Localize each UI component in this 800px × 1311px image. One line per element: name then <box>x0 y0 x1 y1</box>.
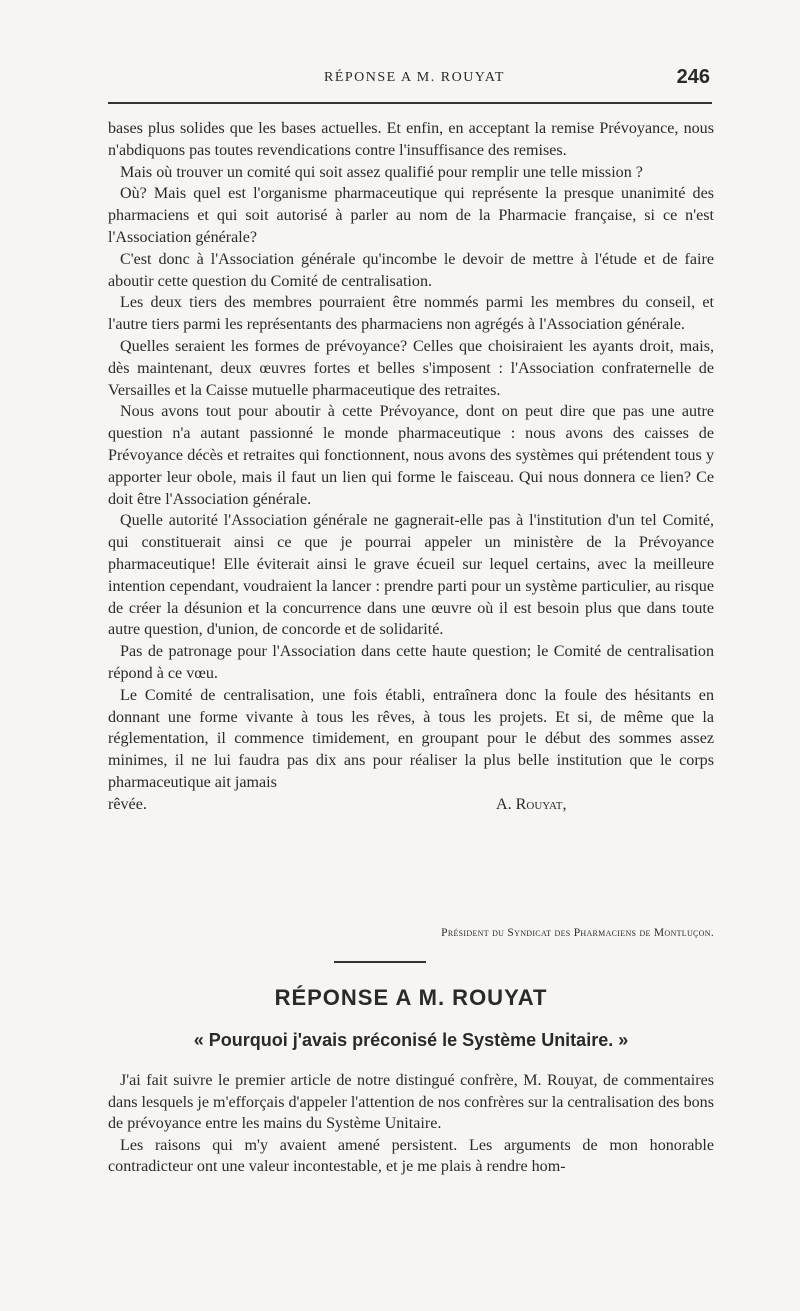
signature-name: A. Rouyat, <box>496 795 567 813</box>
page-number: 246 <box>676 66 710 88</box>
paragraph: Les raisons qui m'y avaient amené persistent. Les arguments de mon honorable contradicteur ont une valeur incontestable, et je me plais à rendre hom- <box>108 1136 714 1176</box>
signature-line <box>108 794 714 816</box>
article-subtitle: « Pourquoi j'avais préconisé le Système Unitaire. » <box>193 1030 629 1050</box>
article-body <box>108 1070 714 1178</box>
signature-title: Président du Syndicat des Pharmaciens de Montluçon. <box>441 927 714 939</box>
paragraph: bases plus solides que les bases actuelles. Et enfin, en acceptant la remise Prévoyance, nous n'abdiquons pas toutes revendications contre l'insuffisance des remises. <box>108 120 714 159</box>
article-continuation <box>108 118 714 816</box>
paragraph: Quelles seraient les formes de prévoyance? Celles que choisiraient les ayants droit, mais, dès maintenant, deux œuvres fortes et belles s'imposent : l'Association confraternelle de Versailles et la Caisse mutuelle pharmaceutique des retraites. <box>108 337 714 399</box>
header-rule <box>108 102 712 104</box>
paragraph: Quelle autorité l'Association générale ne gagnerait-elle pas à l'institution d'un tel Comité, qui constituerait ainsi ce que je pourrai appeler un ministère de la Prévoyance pharmaceutique! Elle éviterait ainsi le grave écueil sur lequel certains, avec la meilleure intention cependant, voudraient la lancer : prendre parti pour un système particulier, au risque de créer la désunion et la concurrence dans une œuvre où il est besoin plus que dans toute autre question, d'union, de concorde et de solidarité. <box>108 512 714 639</box>
section-divider <box>334 961 426 963</box>
closing-word: rêvée. <box>108 795 147 813</box>
article-title: RÉPONSE A M. ROUYAT <box>274 985 548 1010</box>
paragraph: Mais où trouver un comité qui soit assez qualifié pour remplir une telle mission ? <box>120 163 643 181</box>
paragraph: C'est donc à l'Association générale qu'incombe le devoir de mettre à l'étude et de faire aboutir cette question du Comité de centralisation. <box>108 250 714 290</box>
paragraph: Nous avons tout pour aboutir à cette Prévoyance, dont on peut dire que pas une autre question n'a autant passionné le monde pharmaceutique : nous avons des caisses de Prévoyance décès et retraites qui fonctionnent, nous avons des systèmes qui prétendent tous y apporter leur obole, mais il faut un lien qui forme le faisceau. Qui nous donnera ce lien? Ce doit être l'Association générale. <box>108 403 714 508</box>
paragraph: Pas de patronage pour l'Association dans cette haute question; le Comité de centralisation répond à ce vœu. <box>108 643 714 682</box>
running-head <box>108 66 714 90</box>
paragraph: J'ai fait suivre le premier article de notre distingué confrère, M. Rouyat, de commentaires dans lesquels je m'efforçais d'appeler l'attention de nos confrères sur la centralisation des bons de prévoyance entre les mains du Système Unitaire. <box>108 1072 714 1133</box>
paragraph: Les deux tiers des membres pourraient être nommés parmi les membres du conseil, et l'autre tiers parmi les représentants des pharmaciens non agrégés à l'Association générale. <box>108 294 714 334</box>
paragraph: Où? Mais quel est l'organisme pharmaceutique qui représente la presque unanimité des pharmaciens et qui soit autorisé à parler au nom de la Pharmacie française, si ce n'est l'Association générale? <box>108 185 714 246</box>
paragraph: Le Comité de centralisation, une fois établi, entraînera donc la foule des hésitants en donnant une forme vivante à tous les rêves, à tous les projets. Et si, de même que la réglementation, il commence timidement, en groupant pour le début des sommes assez minimes, il ne lui faudra pas dix ans pour réaliser la plus belle institution que le corps pharmaceutique ait jamais <box>108 686 714 791</box>
running-title: RÉPONSE A M. ROUYAT <box>324 70 505 85</box>
